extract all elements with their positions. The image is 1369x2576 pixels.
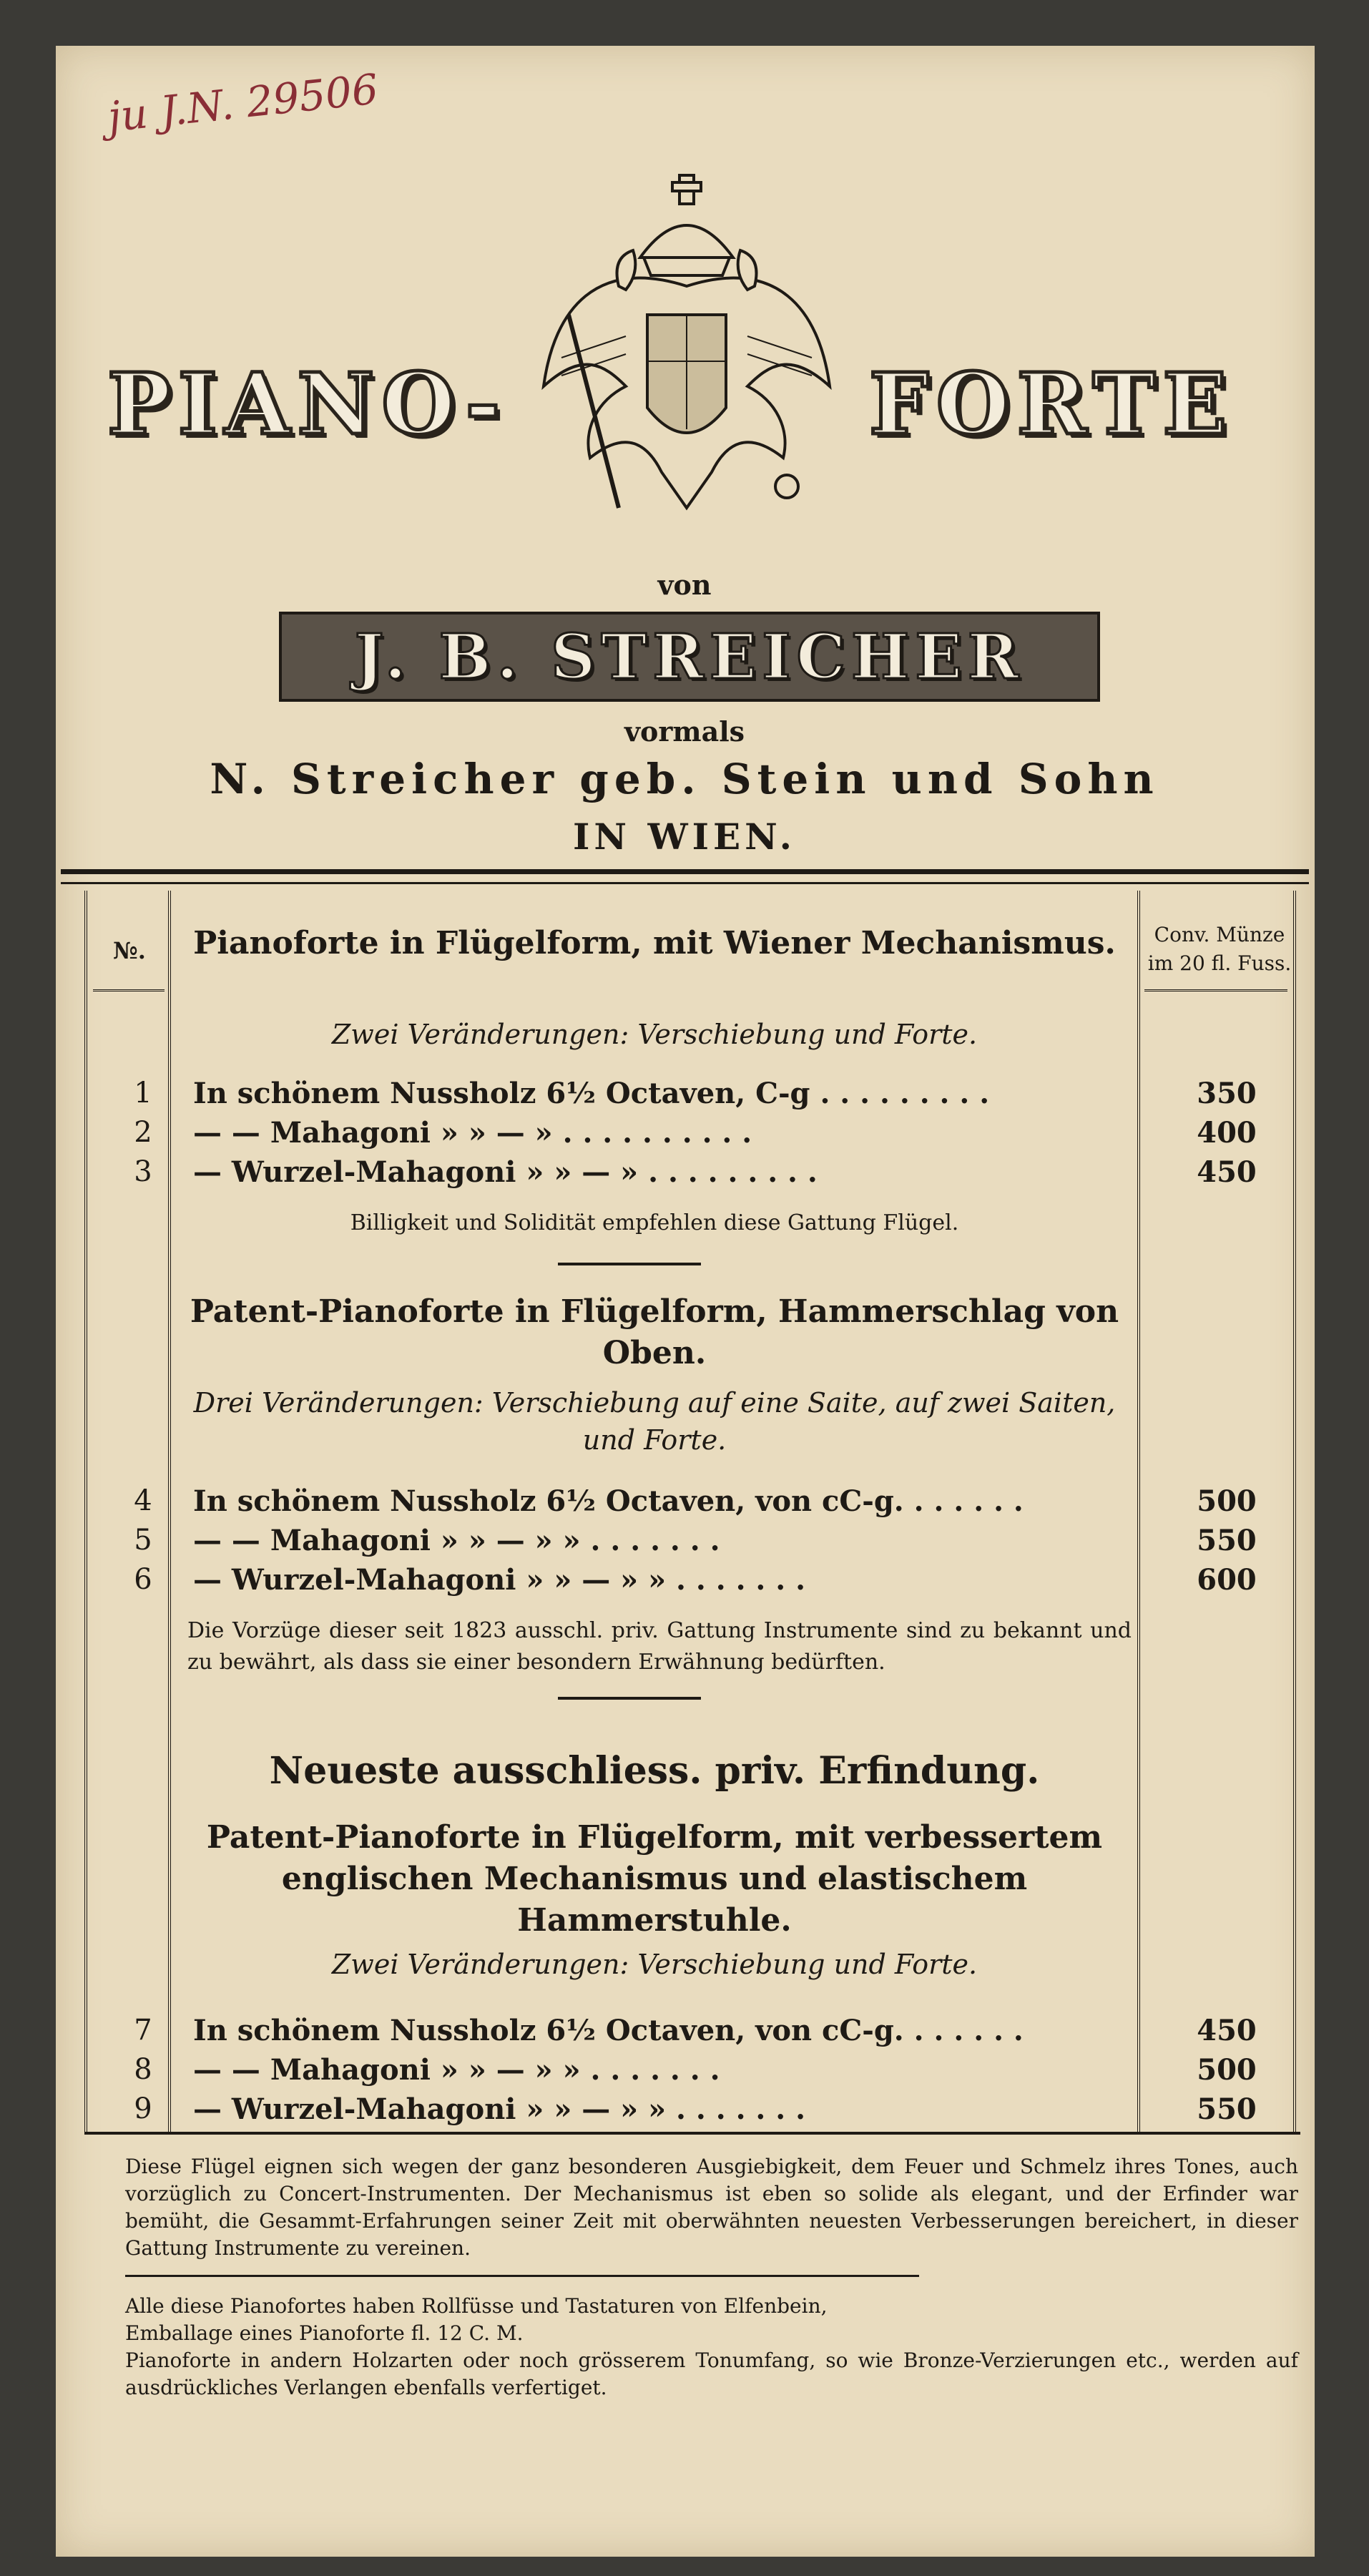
maker-banner: [279, 612, 1100, 702]
left-border: [84, 891, 92, 2132]
row-price: 400: [1197, 1116, 1257, 1150]
row-number: 1: [134, 1077, 152, 1110]
city-name: IN WIEN.: [572, 816, 797, 858]
row-price: 500: [1197, 1484, 1257, 1518]
section-divider: [558, 1263, 701, 1265]
row-number: 8: [134, 2053, 152, 2086]
price-row: [107, 1155, 1309, 1195]
row-description: — Wurzel-Mahagoni » » — » . . . . . . . . .: [193, 1155, 818, 1189]
row-description: — — Mahagoni » » — » » . . . . . . .: [193, 2053, 720, 2087]
top-rule-thin: [61, 882, 1309, 884]
price-row: [107, 2053, 1309, 2093]
section-divider: [558, 1697, 701, 1700]
price-row: [107, 2014, 1309, 2054]
section2-note: Die Vorzüge dieser seit 1823 ausschl. priv. Gattung Instrumente sind zu bekannt und zu bewährt, als dass sie einer besondern Erwähnung bedürften.: [187, 1618, 1132, 1675]
row-price: 450: [1197, 1155, 1257, 1189]
price-row: [107, 1524, 1309, 1564]
row-description: In schönem Nussholz 6½ Octaven, C-g . . . . . . . . .: [193, 1077, 990, 1110]
price-row: [107, 2092, 1309, 2132]
row-price: 550: [1197, 2092, 1257, 2126]
vormals-label: vormals: [624, 715, 745, 748]
von-label: von: [657, 569, 712, 601]
row-price: 350: [1197, 1077, 1257, 1110]
row-number: 6: [134, 1563, 152, 1596]
section3-heading: Neueste ausschliess. priv. Erfindung.: [269, 1749, 1040, 1793]
price-row: [107, 1563, 1309, 1603]
footer-line-3: Pianoforte in andern Holzarten oder noch grösserem Tonumfang, so wie Bronze-Verzierungen etc., werden auf ausdrückliches Verlangen ebenfalls verfertiget.: [125, 2349, 1298, 2399]
footer-line-1: Alle diese Pianofortes haben Rollfüsse und Tastaturen von Elfenbein,: [125, 2294, 828, 2318]
double-eagle-crest-icon: [540, 172, 833, 544]
row-number: 2: [134, 1116, 152, 1149]
row-description: — Wurzel-Mahagoni » » — » » . . . . . . .: [193, 2092, 806, 2126]
price-row: [107, 1116, 1309, 1156]
section3-subtitle: Zwei Veränderungen: Verschiebung und Forte.: [331, 1949, 978, 1980]
row-number: 3: [134, 1155, 152, 1188]
price-row: [107, 1077, 1309, 1117]
headline-forte: FORTE: [869, 354, 1235, 454]
row-description: — Wurzel-Mahagoni » » — » » . . . . . . .: [193, 1563, 806, 1597]
row-number: 7: [134, 2014, 152, 2047]
top-rule: [61, 869, 1309, 874]
headline-piano: PIANO-: [107, 354, 508, 454]
section2-subtitle: Drei Veränderungen: Verschiebung auf eine Saite, auf zwei Saiten, und Forte.: [193, 1387, 1116, 1456]
section1-note: Billigkeit und Solidität empfehlen diese Gattung Flügel.: [350, 1210, 959, 1235]
row-number: 9: [134, 2092, 152, 2125]
row-description: In schönem Nussholz 6½ Octaven, von cC-g. . . . . . .: [193, 2014, 1024, 2047]
row-price: 550: [1197, 1524, 1257, 1557]
price-column-header: Conv. Münze im 20 fl. Fuss.: [1147, 923, 1292, 975]
row-number: 5: [134, 1524, 152, 1557]
row-description: In schönem Nussholz 6½ Octaven, von cC-g. . . . . . .: [193, 1484, 1024, 1518]
section1-title: Pianoforte in Flügelform, mit Wiener Mechanismus.: [193, 925, 1116, 961]
footer-line-2: Emballage eines Pianoforte fl. 12 C. M.: [125, 2321, 524, 2345]
row-number: 4: [134, 1484, 152, 1517]
number-column-header: №.: [113, 937, 146, 964]
row-description: — — Mahagoni » » — » . . . . . . . . . .: [193, 1116, 752, 1150]
section2-title: Patent-Pianoforte in Flügelform, Hammerschlag von Oben.: [190, 1293, 1119, 1371]
maker-name: J. B. STREICHER: [354, 620, 1025, 693]
number-header-rule: [93, 989, 165, 994]
row-price: 450: [1197, 2014, 1257, 2047]
footer-paragraph: Diese Flügel eignen sich wegen der ganz besonderen Ausgiebigkeit, dem Feuer und Schmelz ihres Tones, auch vorzüglich zu Concert-Instrumenten. Der Mechanismus ist eben so solide als elegant, und der Erfinder war bemüht, die Gesammt-Erfahrungen seiner Zeit mit oberwähnten neuesten Verbesserungen bereichert, in dieser Gattung Instrumente zu vereinen.: [125, 2155, 1298, 2260]
row-price: 500: [1197, 2053, 1257, 2087]
section3-title: Patent-Pianoforte in Flügelform, mit verbessertem englischen Mechanismus und elastischem Hammerstuhle.: [206, 1819, 1103, 1939]
footer-rule: [125, 2275, 919, 2277]
section1-subtitle: Zwei Veränderungen: Verschiebung und Forte.: [331, 1019, 978, 1050]
firm-name: N. Streicher geb. Stein und Sohn: [210, 755, 1159, 803]
price-header-rule: [1144, 989, 1287, 994]
price-row: [107, 1484, 1309, 1524]
row-description: — — Mahagoni » » — » » . . . . . . .: [193, 1524, 720, 1557]
handwritten-annotation: ju J.N. 29506: [105, 64, 381, 142]
row-price: 600: [1197, 1563, 1257, 1597]
